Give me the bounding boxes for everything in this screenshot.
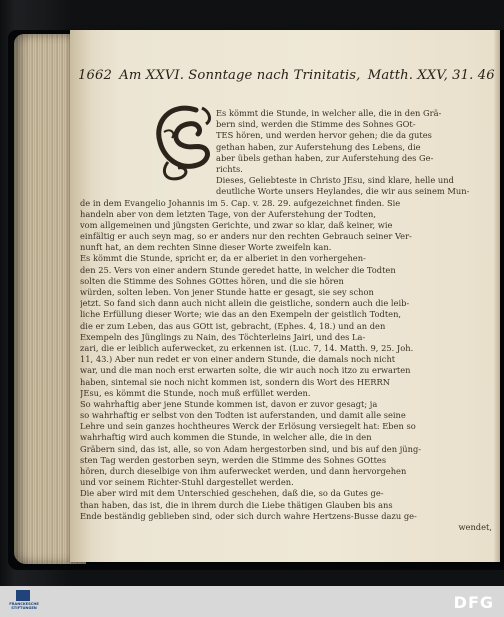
text-line: gethan haben, zur Auferstehung des Lebens, die: [216, 141, 421, 152]
text-line: die er zum Leben, das aus GOtt ist, gebracht, (Ephes. 4, 18.) und an den: [80, 320, 386, 331]
text-line: Lehre und sein ganzes hochtheures Werck der Erlösung versiegelt hat: Eben so: [80, 421, 416, 432]
text-line: und vor seinem Richter-Stuhl dargestellet werden.: [80, 477, 294, 488]
text-line: wahrhaftig wird auch kommen die Stunde, in welcher alle, die in den: [80, 432, 372, 443]
logo-text: FRANCKESCHE STIFTUNGEN: [9, 602, 39, 610]
text-line: TES hören, und werden hervor gehen; die da gutes: [216, 130, 432, 141]
text-line: So wahrhaftig aber jene Stunde kommen ist, davon er zuvor gesagt; ja: [80, 398, 378, 409]
text-line: Exempeln des Jünglings zu Nain, des Töchterleins Jairi, und des La-: [80, 331, 366, 342]
text-line: würden, solten leben. Von jener Stunde hatte er gesagt, sie sey schon: [80, 287, 374, 297]
text-line: solten die Stimme des Sohnes GOttes hören, und die sie hören: [80, 275, 344, 286]
text-line: Gräbern sind, das ist, alle, so von Adam hergestorben sind, und bis auf den jüng-: [80, 443, 422, 454]
text-line: den 25. Vers von einer andern Stunde geredet hatte, in welcher die Todten: [80, 264, 396, 275]
text-line: vom allgemeinen und jüngsten Gerichte, und zwar so klar, daß keiner, wie: [80, 219, 393, 230]
text-line: haben, sintemal sie noch nicht kommen ist, sondern dis Wort des HERRN: [80, 376, 390, 387]
text-line: hören, durch dieselbige von ihm auferwecket werden, und dann hervorgehen: [80, 466, 407, 476]
text-line: de in dem Evangelio Johannis im 5. Cap. v. 28. 29. aufgezeichnet finden. Sie: [80, 197, 401, 208]
page-number: 1662: [78, 68, 112, 83]
text-line: Es kömmt die Stunde, spricht er, da er alberiet in den vorhergehen-: [80, 253, 366, 264]
text-line: wendet,: [458, 521, 492, 532]
text-line: liche Erfüllung dieser Worte; wie das an den Exempeln der geistlich Todten,: [80, 309, 402, 320]
running-header: [78, 68, 495, 83]
text-line: jetzt. So fand sich dann auch nicht allein die geistliche, sondern auch die leib-: [80, 298, 410, 309]
text-line: nunft hat, an dem rechten Sinne dieser Worte zweifeln kan.: [80, 242, 332, 253]
text-line: than haben, das ist, die in ihrem durch die Liebe thätigen Glauben bis ans: [80, 499, 393, 510]
text-line: JEsu, es kömmt die Stunde, noch muß erfüllet werden.: [80, 387, 311, 398]
header-reference: Matth. XXV, 31. 46: [367, 68, 495, 83]
logo-mark-icon: [16, 590, 30, 601]
text-line: sten Tag werden gestorben seyn, werden die Stimme des Sohnes GOttes: [80, 454, 387, 465]
text-line: zari, die er leiblich auferwecket, zu erkennen ist. (Luc. 7, 14. Matth. 9, 25. Joh.: [80, 342, 414, 353]
text-line: richts.: [216, 163, 243, 174]
text-line: bern sind, werden die Stimme des Sohnes GOt-: [216, 119, 416, 130]
text-line: Es kömmt die Stunde, in welcher alle, die in den Grä-: [216, 108, 442, 118]
text-line: war, und die man noch erst erwarten solte, die wir auch noch itzo zu erwarten: [80, 365, 411, 376]
header-title: Am XXVI. Sonntage nach Trinitatis,: [119, 68, 361, 83]
page-body-text: [80, 108, 492, 533]
text-line: 11, 43.) Aber nun redet er von einer andern Stunde, die damals noch nicht: [80, 354, 396, 365]
text-line: Dieses, Geliebteste in Christo JEsu, sind klare, helle und: [216, 175, 454, 186]
text-line: so wahrhaftig er selbst von den Todten ist auferstanden, und damit alle seine: [80, 410, 406, 421]
text-line: handeln aber von dem letzten Tage, von der Auferstehung der Todten,: [80, 208, 376, 219]
text-line: deutliche Worte unsers Heylandes, die wir aus seinem Mun-: [216, 186, 470, 197]
viewer-footer-bar: [0, 586, 504, 617]
text-line: aber übels gethan haben, zur Auferstehung des Ge-: [216, 152, 434, 163]
text-line: einfältig er auch seyn mag, so er anders nur den rechten Gebrauch seiner Ver-: [80, 231, 412, 242]
text-line: Die aber wird mit dem Unterschied geschehen, daß die, so da Gutes ge-: [80, 488, 384, 499]
page-edge: [494, 30, 500, 562]
text-line: Ende beständig geblieben sind, oder sich durch wahre Hertzens-Busse dazu ge-: [80, 510, 417, 521]
franckesche-stiftungen-logo[interactable]: [6, 590, 42, 614]
dfg-logo[interactable]: DFG: [453, 593, 494, 612]
